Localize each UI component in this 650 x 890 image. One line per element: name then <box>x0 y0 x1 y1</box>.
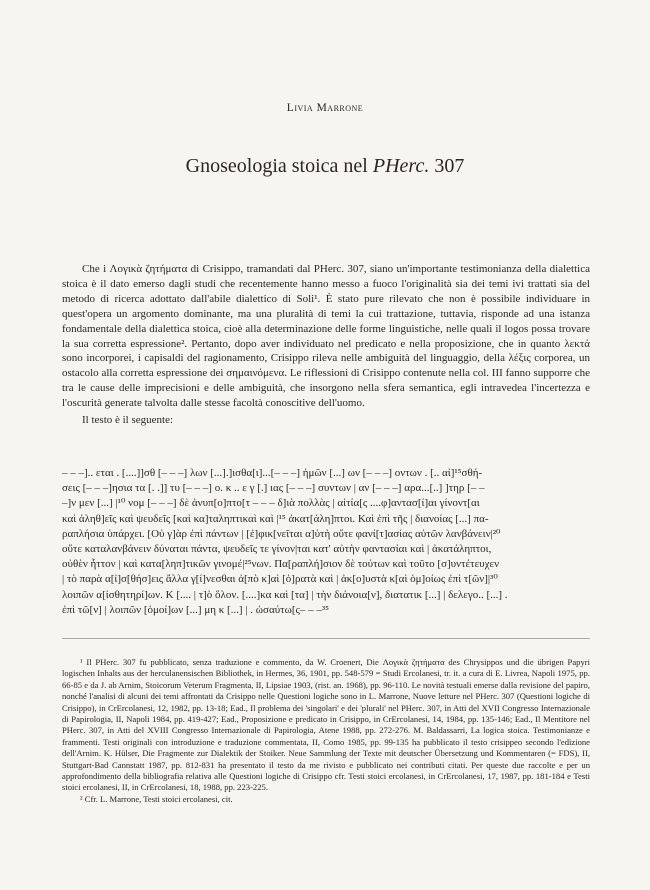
greek-line: οὐθὲν ἧττον | καὶ κατα[ληπ]τικῶν γινομέ|²⁵νων. Πα[ραπλή]σιον δὲ τούτων καὶ τοῦτο [σ]υντέτευχεν <box>62 558 500 571</box>
body-text <box>62 262 590 428</box>
greek-line: οὔτε καταλανβάνειν δύναται πάντα, ψευδεῖς τε γίνον|ται κατ' αὐτὴν φαντασίαι καὶ | ἀκατάληπτοι, <box>62 543 492 556</box>
title-italic: PHerc. <box>372 155 430 177</box>
greek-line: | τὸ παρὰ α[ἰ]σ[θήσ]εις ἄλλα γ[ί]νεσθαι ἀ[πὸ κ]αὶ [ὁ]ρατὰ καὶ | ἀκ[ο]υστὰ κ[αὶ ὁμ]οίως ἐπὶ τ[ῶν]|³⁰ <box>62 573 498 586</box>
greek-line: λοιπῶν α[ἰσθητηρί]ων. Κ [.... | τ]ὸ ὅλον. [....]κα καὶ [τα] | τὴν διάνοια[ν], διατατικ [...] | δελεγο.. [...] . <box>62 588 508 601</box>
greek-line: καὶ ἀληθ]εῖς καὶ ψευδεῖς [καὶ κα]ταληπτικαὶ καὶ |¹⁵ ἀκατ[άλη]πτοι. Καὶ ἐπὶ τῆς | διανοίας [...] πα- <box>62 512 489 525</box>
greek-line: ἐπὶ τῶ[ν] | λοιπῶν [ὁμοί]ων [...] μη κ [...] | . ὡσαύτω[ς– – –³⁵ <box>62 603 329 616</box>
author-name: Livia Marrone <box>286 102 364 114</box>
footnote-divider <box>62 638 590 639</box>
body-paragraph: Che i Λογικὰ ζητήματα di Crisippo, tramandati dal PHerc. 307, siano un'importante testimonianza della dialettica stoica è il dato emerso dagli studi che recentemente hanno messo a fuoco l'originalità sia dei temi ivi trattati sia del metodo di ricerca adottato dall'abile dialettico di Soli¹. È stato pure rilevato che non è possibile individuare in quest'opera un argomento dominante, ma una pluralità di temi la cui trattazione, tuttavia, risponde ad una istanza fondamentale della dialettica stoica, cioè alla determinazione delle forme linguistiche, nelle quali il logos possa trovare la sua corretta espressione². Pertanto, dopo aver individuato nel predicato e nella proposizione, che in quanto λεκτά sono incorporei, i capisaldi del ragionamento, Crisippo rileva nelle ambiguità del linguaggio, della λέξις corporea, un ostacolo alla corretta espressione dei σημαινόμενα. Le riflessioni di Crisippo contenute nella col. III fanno supporre che tra le cause delle imprecisioni e delle ambiguità, che insorgono nella sfera semantica, egli intravedea l'incertezza e l'oscurità generate talvolta dalle stesse facoltà conoscitive dell'uomo. <box>62 263 590 410</box>
greek-line: – – –].. εται . [....]]σθ [– – –] λων [...].]ισθα[ι]...[– – –] ἡμῶν [...] ων [– – –] οντων . [.. αἰ]¹⁵σθή- <box>62 467 483 479</box>
greek-line: ραπλήσια ὑπάρχει. [Οὐ γ]ὰρ ἐπὶ πάντων | [ἐ]φικ[νεῖται α]ὑτὴ οὔτε φανί[τ]ασίας αὐτῶν λανβάνειν|²⁰ <box>62 527 501 540</box>
title-main: Gnoseologia stoica nel <box>185 155 373 177</box>
article-title <box>0 155 650 178</box>
footnote-2: ² Cfr. L. Marrone, Testi stoici ercolanesi, cit. <box>80 793 233 804</box>
footnotes <box>62 657 590 805</box>
footnote-1: ¹ Il PHerc. 307 fu pubblicato, senza traduzione e commento, da W. Croenert, Die Λογικὰ ζητήματα des Chrysippos und die übrigen Papyri logischen Inhalts aus der herculanensischen Bibliothek, in Hermes, 36, 1901, pp. 548-579 = Studi Ercolanesi, tr. it. a cura di E. Livrea, Napoli 1975, pp. 66-85 e da J. ab Arnim, Stoicorum Veterum Fragmenta, II, Lipsiae 1903, (rist. an. 1968), pp. 96-110. Le novità testuali emerse dalla revisione del papiro, nonché l'analisi di alcuni dei temi affrontati da Crisippo nelle Questioni logiche sono in L. Marrone, Nuove letture nel PHerc. 307 (Questioni logiche di Crisippo), in CrErcolanesi, 12, 1982, pp. 13-18; Ead., Il problema dei 'singolari' e dei 'plurali' nel PHerc. 307, in Atti del XVII Congresso Internazionale di Papirologia, II, Napoli 1984, pp. 419-427; Ead., Proposizione e predicato in Crisippo, in CrErcolanesi, 14, 1984, pp. 135-146; Ead., Il Mentitore nel PHerc. 307, in Atti del XVIII Congresso Internazionale di Papirologia, Atene 1988, pp. 272-276. M. Baldassarri, La logica stoica. Testimonianze e frammenti. Testi originali con introduzione e traduzione commentata, II, Como 1985, pp. 99-135 ha pubblicato il testo crisippeo secondo l'edizione dell'Arnim. K. Hülser, Die Fragmente zur Dialektik der Stoiker. Neue Sammlung der Texte mit deutscher Übersetzung und Kommentaren (= FDS), II, Stuttgart-Bad Cannstatt 1987, pp. 812-831 ha presentato il testo da me rivisto e pubblicato nei contributi citati. Per queste due raccolte e per un approfondimento della bibliografia relativa alle Questioni logiche di Crisippo cfr. Testi stoici ercolanesi, in CrErcolanesi, 17, 1987, pp. 181-184 e Testi stoici ercolanesi, II, in CrErcolanesi, 18, 1988, pp. 223-225. <box>62 657 590 793</box>
greek-line: σεις [– – –]ησια τα [. .]] τυ [– – –] ο. κ .. ε γ [.] ιας [– – –] συντων | αν [– – –] αρα...[..] ]τηρ [– – <box>62 482 485 495</box>
text-lead: Il testo è il seguente: <box>82 414 174 427</box>
title-end: 307 <box>429 155 465 177</box>
greek-text-block <box>62 466 590 618</box>
greek-line: –]ν μεν [...] |¹⁰ νομ [– – –] δὲ ἀνυπ[ο]πτο[τ – – – δ]ιὰ πολλὰς | αἰτία[ς ....φ]αντασ[ί]αι γίνοντ[αι <box>62 497 480 510</box>
